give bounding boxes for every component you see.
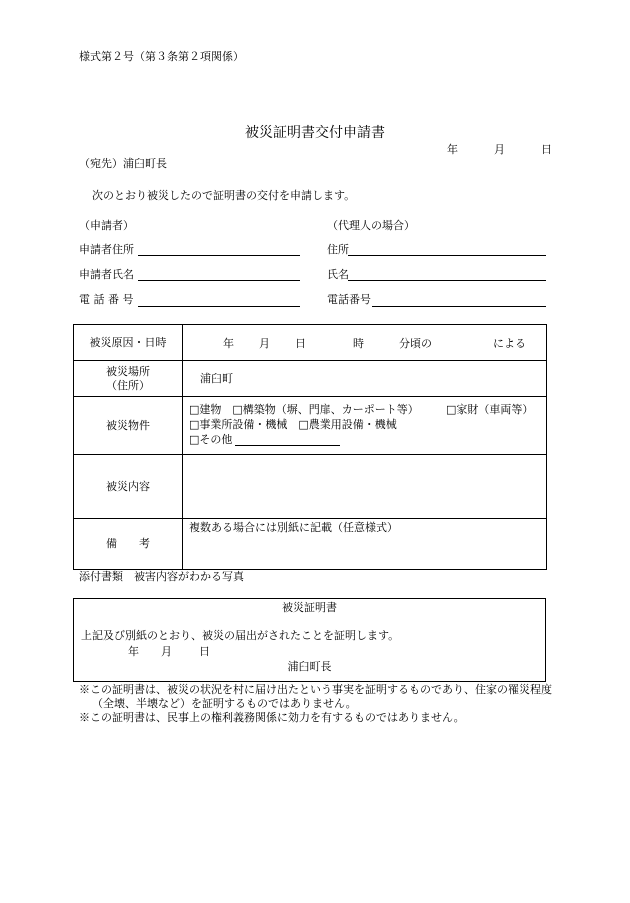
intro-text: 次のとおり被災したので証明書の交付を申請します。 [92, 189, 356, 202]
attachment-note: 添付書類 被害内容がわかる写真 [79, 570, 244, 583]
agent-address-label: 住所 [327, 243, 349, 256]
applicant-name-field[interactable] [138, 280, 300, 281]
applicant-name-label: 申請者氏名 [79, 268, 134, 281]
certificate-year: 年 [128, 645, 139, 658]
property-option-other[interactable]: □その他 [189, 432, 233, 446]
certificate-statement: 上記及び別紙のとおり、被災の届出がされたことを証明します。 [81, 629, 400, 642]
cause-minute: 分頃の [399, 336, 432, 350]
date-year: 年 [447, 143, 458, 156]
place-label [74, 361, 183, 397]
agent-phone-field[interactable] [372, 306, 546, 307]
applicant-phone-field[interactable] [138, 306, 300, 307]
remarks-label: 備 考 [74, 519, 183, 570]
certificate-box [73, 598, 546, 682]
cause-label: 被災原因・日時 [74, 325, 183, 361]
remarks-value: 複数ある場合には別紙に記載（任意様式） [189, 521, 398, 534]
agent-name-field[interactable] [348, 280, 546, 281]
property-field[interactable] [183, 397, 547, 455]
applicant-heading: （申請者） [79, 219, 134, 232]
certificate-month: 月 [161, 645, 172, 658]
certificate-title: 被災証明書 [282, 601, 337, 614]
agent-name-label: 氏名 [327, 268, 349, 281]
addressee: （宛先）浦臼町長 [79, 157, 167, 170]
property-option-household[interactable]: □家財（車両等） [446, 402, 534, 416]
table-row [74, 519, 547, 570]
cause-day: 日 [295, 336, 306, 350]
property-option-equipment[interactable]: □事業所設備・機械 □農業用設備・機械 [189, 417, 397, 431]
cause-hour: 時 [353, 336, 364, 350]
place-value: 浦臼町 [200, 371, 233, 385]
date-month: 月 [494, 143, 505, 156]
table-row [74, 361, 547, 397]
place-field[interactable] [183, 361, 547, 397]
content-field[interactable] [183, 455, 547, 519]
table-row [74, 397, 547, 455]
content-label: 被災内容 [74, 455, 183, 519]
agent-phone-label: 電話番号 [327, 293, 371, 306]
remarks-field[interactable] [183, 519, 547, 570]
form-number: 様式第２号（第３条第２項関係） [79, 50, 244, 63]
cause-year: 年 [223, 336, 234, 350]
applicant-address-field[interactable] [138, 255, 300, 256]
date-day: 日 [541, 143, 552, 156]
note-line-1: ※この証明書は、被災の状況を村に届け出たという事実を証明するものであり、住家の罹災程度 [79, 683, 552, 696]
page-title: 被災証明書交付申請書 [245, 125, 385, 141]
cause-month: 月 [259, 336, 270, 350]
applicant-address-label: 申請者住所 [79, 243, 134, 256]
damage-details-table [73, 324, 547, 570]
cause-field[interactable] [183, 325, 547, 361]
property-option-building-structure[interactable]: □建物 □構築物（塀、門扉、カーポート等） [189, 402, 419, 416]
note-line-2: （全壊、半壊など）を証明するものではありません。 [92, 697, 357, 710]
certificate-issuer: 浦臼町長 [287, 660, 332, 673]
cause-by: による [493, 336, 526, 350]
place-label-line2: （住所） [106, 378, 150, 392]
note-line-3: ※この証明書は、民事上の権利義務関係に効力を有するものではありません。 [79, 711, 465, 724]
applicant-phone-label: 電 話 番 号 [79, 293, 134, 306]
certificate-day: 日 [199, 645, 210, 658]
property-other-field[interactable] [235, 445, 340, 446]
table-row [74, 325, 547, 361]
agent-address-field[interactable] [348, 255, 546, 256]
table-row [74, 455, 547, 519]
property-label: 被災物件 [74, 397, 183, 455]
agent-heading: （代理人の場合） [327, 219, 415, 232]
place-label-line1: 被災場所 [106, 365, 150, 379]
